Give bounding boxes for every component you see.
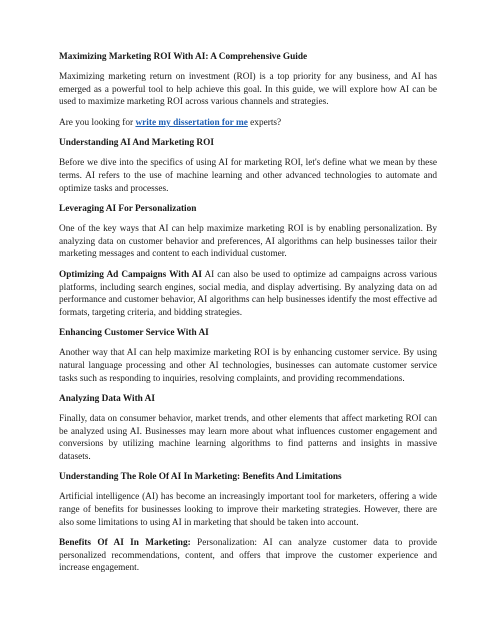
section-body-customer-service: Another way that AI can help maximize marketing ROI is by enhancing customer service. By using natural language processing and other AI technologies, businesses can automate customer service tasks such as responding to inquiries, resolving complaints, and providing recommendations. (59, 348, 437, 384)
section-heading-role-of-ai: Understanding The Role Of AI In Marketing: Benefits And Limitations (59, 472, 342, 483)
optimizing-lead: Optimizing Ad Campaigns With AI (59, 269, 202, 280)
section-body-analyzing-data: Finally, data on consumer behavior, market trends, and other elements that affect marketing ROI can be analyzed using AI. Businesses may learn more about what influences customer engagement and conversions by utilizing machine learning algorithms to find patterns and insights in massive datasets. (59, 414, 437, 462)
section-body-understanding: Before we dive into the specifics of using AI for marketing ROI, let's define what we mean by these terms. AI refers to the use of machine learning and other advanced technologies to automate and optimize tasks and processes. (59, 158, 437, 194)
section-heading-personalization: Leveraging AI For Personalization (59, 204, 197, 215)
document-page (59, 51, 437, 583)
benefits-paragraph (59, 537, 437, 575)
promo-text-before: Are you looking for (59, 117, 136, 128)
intro-paragraph: Maximizing marketing return on investment (ROI) is a top priority for any business, and AI has emerged as a powerful tool to help achieve this goal. In this guide, we will explore how AI can be used to maximize marketing ROI across various channels and strategies. (59, 72, 437, 108)
benefits-body: Personalization: AI can analyze customer data to provide personalized recommendations, content, and offers that improve the customer experience and increase engagement. (59, 538, 437, 574)
promo-text-after: experts? (247, 117, 282, 128)
optimizing-body: AI can also be used to optimize ad campaigns across various platforms, including search engines, social media, and display advertising. By analyzing data on ad performance and customer behavior, AI algorithms can help businesses identify the most effective ad formats, targeting criteria, and bidding strategies. (59, 269, 438, 318)
promo-paragraph (59, 117, 437, 130)
benefits-lead: Benefits Of AI In Marketing: (59, 538, 191, 549)
document-title: Maximizing Marketing ROI With AI: A Comprehensive Guide (59, 52, 308, 62)
optimizing-paragraph (59, 269, 437, 319)
section-body-role-of-ai: Artificial intelligence (AI) has become an increasingly important tool for marketers, offering a wide range of benefits for businesses looking to improve their marketing strategies. However, there are also some limitations to using AI in marketing that should be taken into account. (59, 492, 437, 528)
section-body-personalization: One of the key ways that AI can help maximize marketing ROI is by enabling personalization. By analyzing data on customer behavior and preferences, AI algorithms can help businesses tailor their marketing messages and content to each individual customer. (59, 224, 437, 260)
section-heading-understanding: Understanding AI And Marketing ROI (59, 138, 214, 149)
section-heading-analyzing-data: Analyzing Data With AI (59, 394, 156, 405)
section-heading-customer-service: Enhancing Customer Service With AI (59, 328, 209, 339)
dissertation-link[interactable]: write my dissertation for me (135, 117, 248, 128)
